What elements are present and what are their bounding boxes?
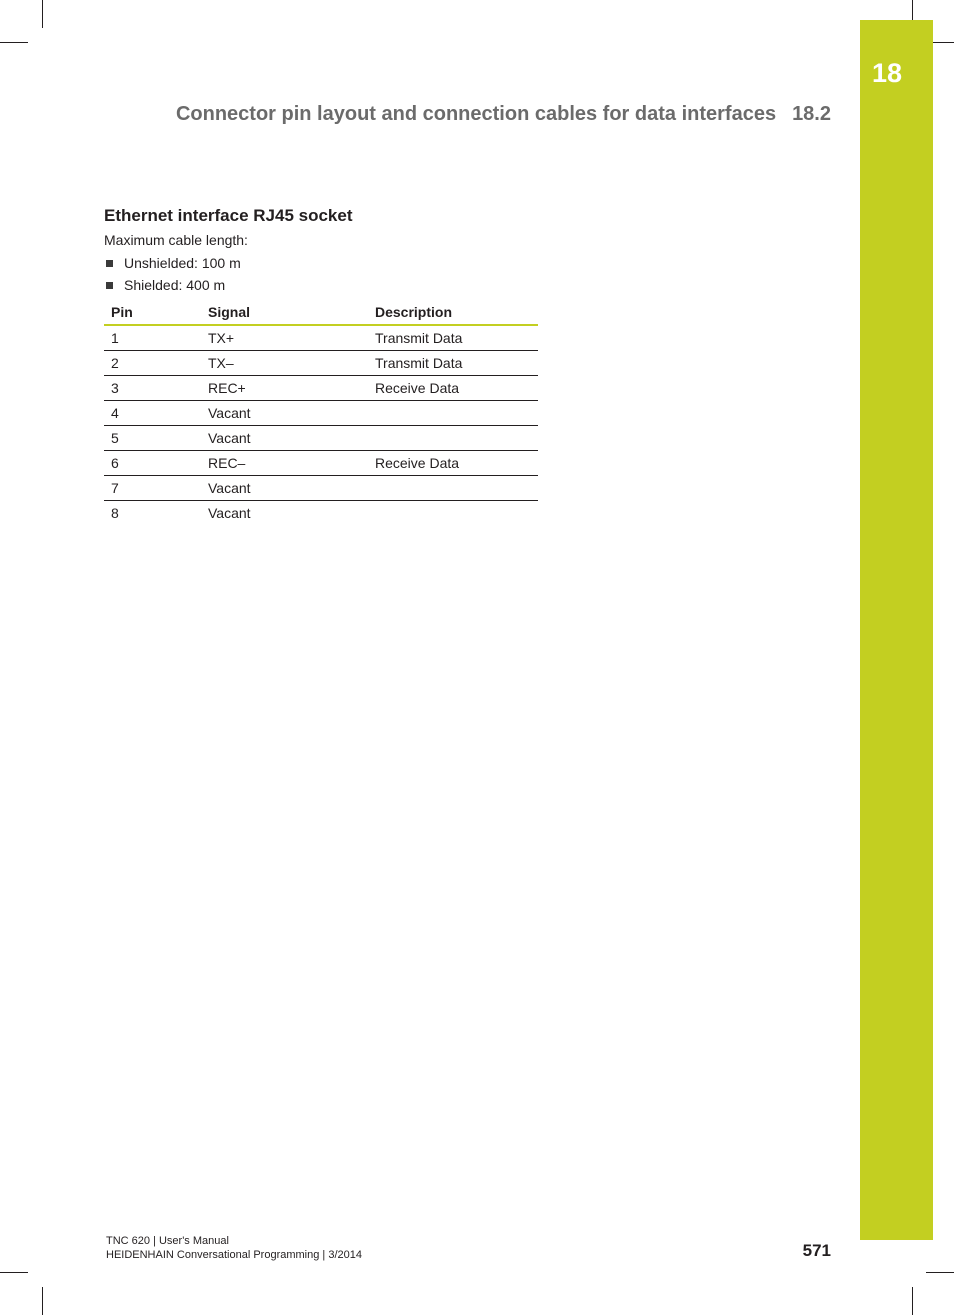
table-row	[104, 351, 538, 376]
cell-pin: 8	[111, 505, 119, 521]
crop-mark	[42, 1287, 43, 1315]
cell-description: Receive Data	[368, 451, 538, 476]
cell-description	[368, 426, 538, 451]
cell-signal: Vacant	[201, 401, 368, 426]
table-row	[104, 401, 538, 426]
chapter-number: 18	[871, 58, 903, 88]
section-title: Ethernet interface RJ45 socket	[104, 206, 353, 225]
footer-info	[106, 1234, 362, 1262]
table-row	[104, 476, 538, 501]
cell-description	[368, 401, 538, 426]
footer-line-1: TNC 620 | User's Manual	[106, 1235, 229, 1247]
cell-signal: Vacant	[208, 505, 251, 521]
cell-pin: 4	[104, 401, 201, 426]
header-signal: Signal	[201, 299, 368, 325]
cell-signal: Vacant	[201, 426, 368, 451]
cell-pin: 6	[104, 451, 201, 476]
cell-signal: TX+	[201, 325, 368, 351]
bullet-square-icon	[106, 260, 113, 267]
chapter-tab-bar	[860, 20, 933, 1240]
list-item: Shielded: 400 m	[104, 276, 241, 298]
cell-description: Receive Data	[368, 376, 538, 401]
running-head-section: 18.2	[792, 103, 831, 125]
page-number: 571	[802, 1241, 831, 1260]
crop-mark	[0, 42, 28, 43]
cell-signal: REC+	[201, 376, 368, 401]
footer-line-2: HEIDENHAIN Conversational Programming | 3/2014	[106, 1249, 362, 1261]
bullet-square-icon	[106, 282, 113, 289]
cell-description	[368, 501, 538, 526]
pin-table	[104, 299, 538, 525]
cell-pin: 7	[104, 476, 201, 501]
cell-description: Transmit Data	[368, 351, 538, 376]
running-head	[176, 103, 831, 126]
cell-description: Transmit Data	[368, 325, 538, 351]
running-head-title: Connector pin layout and connection cables for data interfaces	[175, 103, 777, 125]
cell-pin: 1	[104, 325, 201, 351]
table-row	[104, 451, 538, 476]
cell-signal: TX–	[201, 351, 368, 376]
list-item: Unshielded: 100 m	[104, 254, 241, 276]
cell-description	[368, 476, 538, 501]
header-pin: Pin	[104, 299, 201, 325]
cell-pin: 3	[104, 376, 201, 401]
crop-mark	[926, 1272, 954, 1273]
table-row	[104, 325, 538, 351]
intro-text: Maximum cable length:	[104, 232, 248, 248]
cell-signal: REC–	[201, 451, 368, 476]
crop-mark	[42, 0, 43, 28]
table-header-row	[104, 299, 538, 325]
table-row	[104, 426, 538, 451]
crop-mark	[912, 1287, 913, 1315]
cell-pin: 2	[104, 351, 201, 376]
header-description: Description	[368, 299, 538, 325]
table-row	[104, 376, 538, 401]
cell-signal: Vacant	[201, 476, 368, 501]
crop-mark	[0, 1272, 28, 1273]
bullet-list	[104, 254, 241, 298]
table-row	[104, 501, 538, 526]
cell-pin: 5	[104, 426, 201, 451]
